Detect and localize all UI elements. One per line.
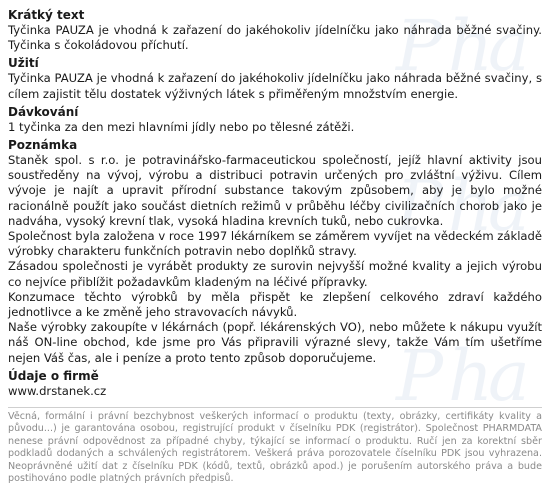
watermark-letter: a bbox=[488, 335, 530, 417]
watermark-letter: a bbox=[488, 165, 530, 247]
watermark-letter: h bbox=[448, 335, 494, 417]
heading-uziti: Užití bbox=[8, 56, 39, 71]
disclaimer-text: Věcná, formální i právní bezchybnost veškerých informací o produktu (texty, obrázky, certifikáty kvality a původu...) je garantována osobou, registrující produkt v číselníku PDK (registrátor). Společnost PHARMDATA nenese právní odpovědnost za případné chyby, týkající se informací o produktu. Ručí jen za korektní sběr podkladů dodaných a schválených registrátorem. Veškerá práva porozovatele číselníku PDK jsou vyhrazena. Neoprávněné užití dat z číselníku PDK (kódů, textů, obrázků apod.) je porušením autorského práva a bude postihováno podle platných právních předpisů. bbox=[8, 407, 542, 485]
watermark-letter: a bbox=[488, 5, 530, 87]
heading-davkovani: Dávkování bbox=[8, 104, 79, 119]
poznamka-paragraph: Společnost byla založena v roce 1997 lékárníkem se záměrem vyvíjet na vědeckém základě výrobky charakteru funkčních potravin nebo doplňků stravy. bbox=[8, 229, 543, 259]
watermark-letter: h bbox=[448, 5, 494, 87]
poznamka-paragraph: Naše výrobky zakoupíte v lékárnách (popř. lékárenských VO), nebo můžete k nákupu využít náš ON-line obchod, kde jsme pro Vás připravili výrazné slevy, takže Vám tím ušetříme nejen Váš čas, ale i peníze a proto tento způsob doporučujeme. bbox=[8, 320, 542, 365]
product-info-document bbox=[8, 8, 542, 486]
watermark-letter: h bbox=[448, 165, 494, 247]
text-uziti: Tyčinka PAUZA je vhodná k zařazení do jakéhokoliv jídelníčku jako náhrada běžné svačiny, s cílem zajistit tělu dostatek výživných látek s přiměřeným množstvím energie. bbox=[8, 71, 542, 101]
watermark-letter: P bbox=[396, 165, 444, 247]
poznamka-paragraph: Zásadou společnosti je vyrábět produkty ze surovin nejvyšší možné kvality a jejich výrobu co nejvíce přiblížit požadavkům kladeným na léčivé přípravky. bbox=[8, 259, 542, 289]
heading-kratky-text: Krátký text bbox=[8, 8, 85, 22]
heading-poznamka: Poznámka bbox=[8, 138, 78, 153]
text-kratky-text: Tyčinka PAUZA je vhodná k zařazení do jakéhokoliv jídelníčku jako náhrada běžné svačiny. Tyčinka s čokoládovou příchutí. bbox=[8, 23, 542, 53]
text-davkovani: 1 tyčinka za den mezi hlavními jídly nebo po tělesné zátěži. bbox=[8, 119, 355, 134]
poznamka-paragraph: Staněk spol. s r.o. je potravinářsko-farmaceutickou společností, jejíž hlavní aktivity jsou soustředěny na vývoj, výrobu a distribuci potravin určených pro zvláštní výživu. Cílem vývoje je najít a upravit přírodní substance takovým způsobem, aby je bylo možné racionálně použít jako součást dietních režimů v průběhu léčby civilizačních chorob jako je nadváha, vysoký krevní tlak, vysoká hladina krevních tuků, nebo cukrovka. bbox=[8, 153, 542, 228]
watermark-letter: P bbox=[396, 335, 444, 417]
watermark-letter: P bbox=[396, 5, 444, 87]
poznamka-paragraph: Konzumace těchto výrobků by měla přispět ke zlepšení celkového zdraví každého jednotlivce a ke změně jeho stravovacích návyků. bbox=[8, 289, 542, 320]
heading-udaje-o-firme: Údaje o firmě bbox=[8, 368, 99, 383]
company-website-text: www.drstanek.cz bbox=[8, 383, 107, 398]
